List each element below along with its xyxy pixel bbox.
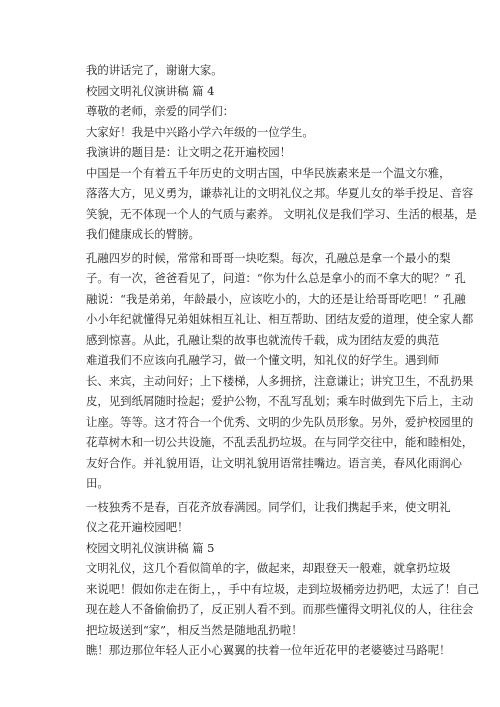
paragraph-line: 来说吧！假如你走在街上，，手中有垃圾，走到垃圾桶旁边扔吧，太远了！自己 [86, 581, 479, 596]
paragraph-line: 文明礼仪，这几个看似简单的字，做起来，却跟登天一般难，就拿扔垃圾 [86, 561, 451, 575]
section-heading-4: 校园文明礼仪演讲稿 篇 4 [86, 83, 215, 98]
paragraph-line: 笑貌，无不体现一个人的气质与素养。 文明礼仪是我们学习、生活的根基，是 [86, 206, 477, 221]
paragraph-line: 瞧！那边那位年轻人正小心翼翼的扶着一位年近花甲的老婆婆过马路呢！ [86, 643, 451, 657]
paragraph-line: 皮，见到纸屑随时捡起；爱护公物，不乱写乱划；乘车时做到先下后上，主动 [86, 394, 474, 408]
paragraph-line: 我们健康成长的臂膀。 [86, 227, 200, 241]
paragraph-line: 一枝独秀不是春，百花齐放春满园。同学们，让我们携起手来，使文明礼 [86, 499, 451, 514]
paragraph-line: 现在趁人不备偷偷扔了，反正别人看不到。而那些懂得文明礼仪的人，往往会 [86, 602, 474, 616]
paragraph-line: 融说：“我是弟弟，年龄最小，应该吃小的，大的还是让给哥哥吃吧！” 孔融 [86, 291, 466, 306]
section-heading-5: 校园文明礼仪演讲稿 篇 5 [86, 540, 215, 555]
paragraph-line: 让座。等等。这才符合一个优秀、文明的少先队员形象。另外，爱护校园里的 [86, 414, 474, 429]
speech-topic-line: 我演讲的题目是：让文明之花开遍校园！ [86, 145, 292, 159]
paragraph-line: 子。有一次，爸爸看见了，问道：“你为什么总是拿小的而不拿大的呢？” 孔 [86, 271, 466, 285]
paragraph-line: 田。 [86, 476, 109, 490]
paragraph-line: 把垃圾送到“家”，相反当然是随地乱扔啦！ [86, 622, 303, 637]
text-line-closing: 我的讲话完了，谢谢大家。 [86, 63, 223, 77]
paragraph-line: 长、来宾，主动问好；上下楼梯，人多拥挤，注意谦让；讲究卫生，不乱扔果 [86, 373, 474, 388]
paragraph-line: 仪之花开遍校园吧！ [86, 520, 189, 534]
paragraph-line: 孔融四岁的时候，常常和哥哥一块吃梨。每次，孔融总是拿一个最小的梨 [86, 250, 451, 265]
paragraph-line: 中国是一个有着五千年历史的文明古国，中华民族素来是一个温文尔雅， [86, 165, 451, 180]
paragraph-line: 感到惊喜。从此，孔融让梨的故事也就流传千载，成为团结友爱的典范 [86, 332, 440, 347]
greeting-line: 大家好！我是中兴路小学六年级的一位学生。 [86, 124, 314, 139]
paragraph-line: 小小年纪就懂得兄弟姐妹相互礼让、相互帮助、团结友爱的道理，使全家人都 [86, 312, 474, 326]
salutation: 尊敬的老师，亲爱的同学们： [86, 104, 235, 118]
paragraph-line: 落落大方，见义勇为，谦恭礼让的文明礼仪之邦。华夏儿女的举手投足、音容 [86, 186, 474, 200]
paragraph-line: 花草树木和一切公共设施，不乱丢乱扔垃圾。在与同学交往中，能和睦相处， [86, 435, 474, 449]
paragraph-line: 难道我们不应该向孔融学习，做一个懂文明，知礼仪的好学生。遇到师 [86, 353, 440, 367]
paragraph-line: 友好合作。并礼貌用语，让文明礼貌用语常挂嘴边。语言美，春风化雨润心 [86, 455, 462, 470]
